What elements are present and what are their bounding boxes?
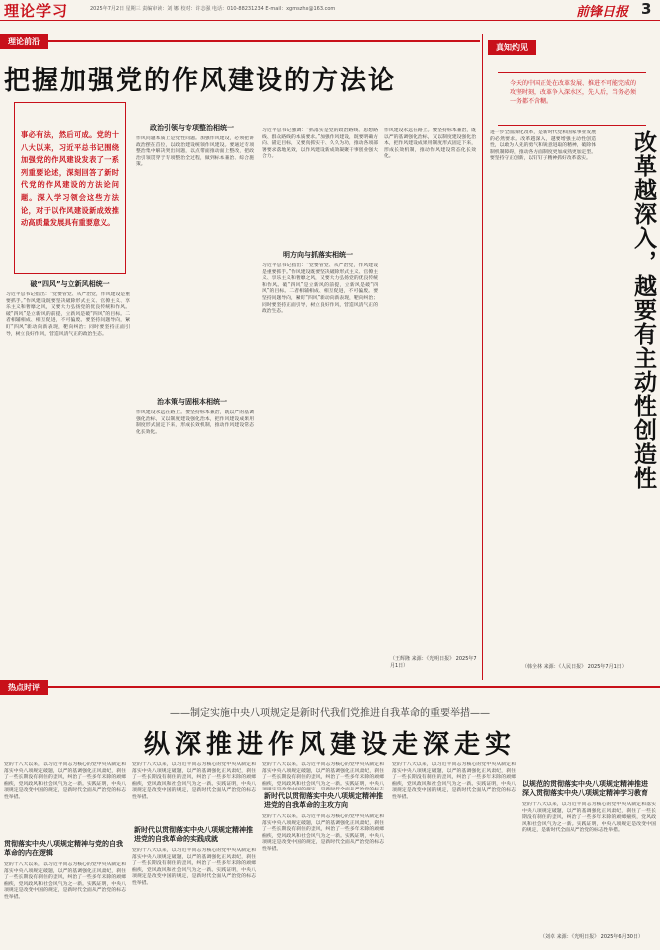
header-meta: 2025年7月2日 星期三 责编审读：刘 娜 校对：许志强 电话：010-88231234 E-mail：xgmszhx@163.com [90,6,336,12]
page-number: 3 [641,0,652,18]
subhead-4: 治本策与固根本相统一 [157,398,227,406]
kicker: ——制定实施中央八项规定是新时代我们党推进自我革命的重要举措—— [170,708,490,719]
section-tag: 理论前沿 [0,34,48,49]
body-col-1: 习近平总书记指出：“党要管党、从严治党，作风建设是重要抓手。”作风建设既要坚决破除形式主义、官僚主义、享乐主义和奢靡之风，又要大力弘扬党的优良传统和作风。破“四风”是立新风的前提，立新风是破“四风”的目标。二者相辅相成、相互促进，不可偏废。要坚持问题导向，紧盯“四风”新动向新表现，靶向纠治；同时要坚持正面引导，树立良好作风，营造风清气正的政治生态。 [6,292,130,337]
right-byline: （韩全林 来源：《人民日报》 2025年7月1日） [522,664,627,670]
bottom-body-3b: 党的十八大以来，以习近平同志为核心的党中央从制定和落实中央八项规定破题，以严的基调强化正风肃纪，刹住了一些长期没有刹住的歪风，纠治了一些多年未除的顽瘴痼疾，党风政风和社会风气为之一新。实践证明，中央八项规定是改变中国的规定，是新时代全面从严治党的标志性举措。 [262,814,384,852]
section-name: 理论学习 [4,2,69,20]
bottom-tag: 热点时评 [0,680,48,695]
lead-box [14,102,126,274]
top-byline: （王辉隆 来源：《光明日报》 2025年7月1日） [390,656,477,669]
quote-box [498,72,646,126]
newspaper-logo: 前锋日报 [576,5,629,20]
bottom-subhead-3: 新时代以贯彻落实中央八项规定精神推进党的自我革命的主攻方向 [264,792,383,809]
quote-text: 今天的中国正处在改革发展、推进不可能完成的攻坚时刻，改革争入深水区，先人后，当务必须一务都不含糊。 [510,80,637,105]
subhead-3: 明方向与抓落实相统一 [283,251,353,259]
subhead-2: 政治引领与专项整治相统一 [150,124,234,132]
bottom-subhead-2: 新时代以贯彻落实中央八项规定精神推进党的自我革命的实践成就 [134,826,253,843]
bottom-body-2b: 党的十八大以来，以习近平同志为核心的党中央从制定和落实中央八项规定破题，以严的基调强化正风肃纪，刹住了一些长期没有刹住的歪风，纠治了一些多年未除的顽瘴痼疾，党风政风和社会风气为之一新。实践证明，中央八项规定是改变中国的规定，是新时代全面从严治党的标志性举措。 [132,848,256,886]
bottom-subhead-1: 贯彻落实中央八项规定精神与党的自我革命的内在逻辑 [4,840,123,857]
subhead-1: 破“四风”与立新风相统一 [30,280,110,288]
body-col-2b: 作风建设永远在路上。要坚持标本兼治，既以严的基调强化治标，又以制度建设强化治本，把作风建设成果用制度形式固定下来，形成长效机制，推动作风建设常态化长效化。 [136,410,254,435]
bottom-byline: （刘卓 来源：《光明日报》 2025年6月30日） [540,934,643,940]
bottom-body-2a: 党的十八大以来，以习近平同志为核心的党中央从制定和落实中央八项规定破题，以严的基调强化正风肃纪，刹住了一些长期没有刹住的歪风，纠治了一些多年未除的顽瘴痼疾，党风政风和社会风气为之一新。实践证明，中央八项规定是改变中国的规定，是新时代全面从严治党的标志性举措。 [132,762,256,800]
headline: 把握加强党的作风建设的方法论 [4,66,397,96]
lead-text: 事必有法，然后可成。党的十八大以来，习近平总书记围绕加强党的作风建设发表了一系列重要论述，深刻回答了新时代党的作风建设的方法论问题。深入学习领会这些方法论，对于以作风建设新成效推动高质量发展具有重要意义。 [21,130,119,228]
section-rule [0,40,480,42]
right-headline: 改革越深入，越要有主动性创造性 [630,130,657,490]
bottom-body-1a: 党的十八大以来，以习近平同志为核心的党中央从制定和落实中央八项规定破题，以严的基调强化正风肃纪，刹住了一些长期没有刹住的歪风，纠治了一些多年未除的顽瘴痼疾，党风政风和社会风气为之一新。实践证明，中央八项规定是改变中国的规定，是新时代全面从严治党的标志性举措。 [4,762,126,800]
bottom-subhead-4: 以规范的贯彻落实中央八项规定精神推进深入贯彻落实中央八项规定精神学习教育 [522,780,648,797]
column-divider [482,34,483,680]
bottom-rule [0,686,660,688]
body-col-3a: 习近平总书记强调：“抓落实是党的政治路线、思想路线、群众路线的本质要求。”加强作风建设，既要明确方向、锚定目标，又要真抓实干、久久为功，推动各项部署要求落地见效，以作风建设新成效凝聚干事创业强大合力。 [262,128,378,160]
bottom-body-4: 党的十八大以来，以习近平同志为核心的党中央从制定和落实中央八项规定破题，以严的基调强化正风肃纪，刹住了一些长期没有刹住的歪风，纠治了一些多年未除的顽瘴痼疾，党风政风和社会风气为之一新。实践证明，中央八项规定是改变中国的规定，是新时代全面从严治党的标志性举措。 [392,762,516,800]
bottom-body-1b: 党的十八大以来，以习近平同志为核心的党中央从制定和落实中央八项规定破题，以严的基调强化正风肃纪，刹住了一些长期没有刹住的歪风，纠治了一些多年未除的顽瘴痼疾，党风政风和社会风气为之一新。实践证明，中央八项规定是改变中国的规定，是新时代全面从严治党的标志性举措。 [4,862,126,900]
bottom-body-3a: 党的十八大以来，以习近平同志为核心的党中央从制定和落实中央八项规定破题，以严的基调强化正风肃纪，刹住了一些长期没有刹住的歪风，纠治了一些多年未除的顽瘴痼疾，党风政风和社会风气为之一新。实践证明，中央八 [262,762,384,787]
page-header [0,0,660,21]
body-col-3b: 习近平总书记指出：“党要管党、从严治党，作风建设是重要抓手。”作风建设既要坚决破除形式主义、官僚主义、享乐主义和奢靡之风，又要大力弘扬党的优良传统和作风。破“四风”是立新风的前提，立新风是破“四风”的目标。二者相辅相成、相互促进，不可偏废。要坚持问题导向，紧盯“四风”新动向新表现，靶向纠治；同时要坚持正面引导，树立良好作风，营造风清气正的政治生态。 [262,263,378,315]
bottom-body-5: 党的十八大以来，以习近平同志为核心的党中央从制定和落实中央八项规定破题，以严的基调强化正风肃纪，刹住了一些长期没有刹住的歪风，纠治了一些多年未除的顽瘴痼疾，党风政风和社会风气为之一新。实践证明，中央八项规定是改变中国的规定，是新时代全面从严治党的标志性举措。 [522,802,656,834]
body-col-2a: 作风问题本质上是党性问题。加强作风建设，必须把讲政治摆在首位，以政治建设统领作风建设。要通过专项整治集中解决突出问题，以点带面推动面上整改，把政治引领贯穿于专项整治全过程，做到标本兼治、综合施策。 [136,136,254,168]
body-col-4: 作风建设永远在路上。要坚持标本兼治，既以严的基调强化治标，又以制度建设强化治本，把作风建设成果用制度形式固定下来，形成长效机制，推动作风建设常态化长效化。 [384,128,476,160]
right-body: 进一步全面深化改革，是新时代党和国家事业发展的必然要求。改革越深入，越要增强主动性创造性，以敢为人先的勇气和锐意进取的精神，破除体制机制障碍，推动各方面制度更加成熟更加定型。要坚持守正创新，以钉钉子精神抓好改革落实。 [490,130,596,162]
bottom-headline: 纵深推进作风建设走深走实 [143,730,516,760]
right-tag: 真知灼见 [488,40,536,55]
